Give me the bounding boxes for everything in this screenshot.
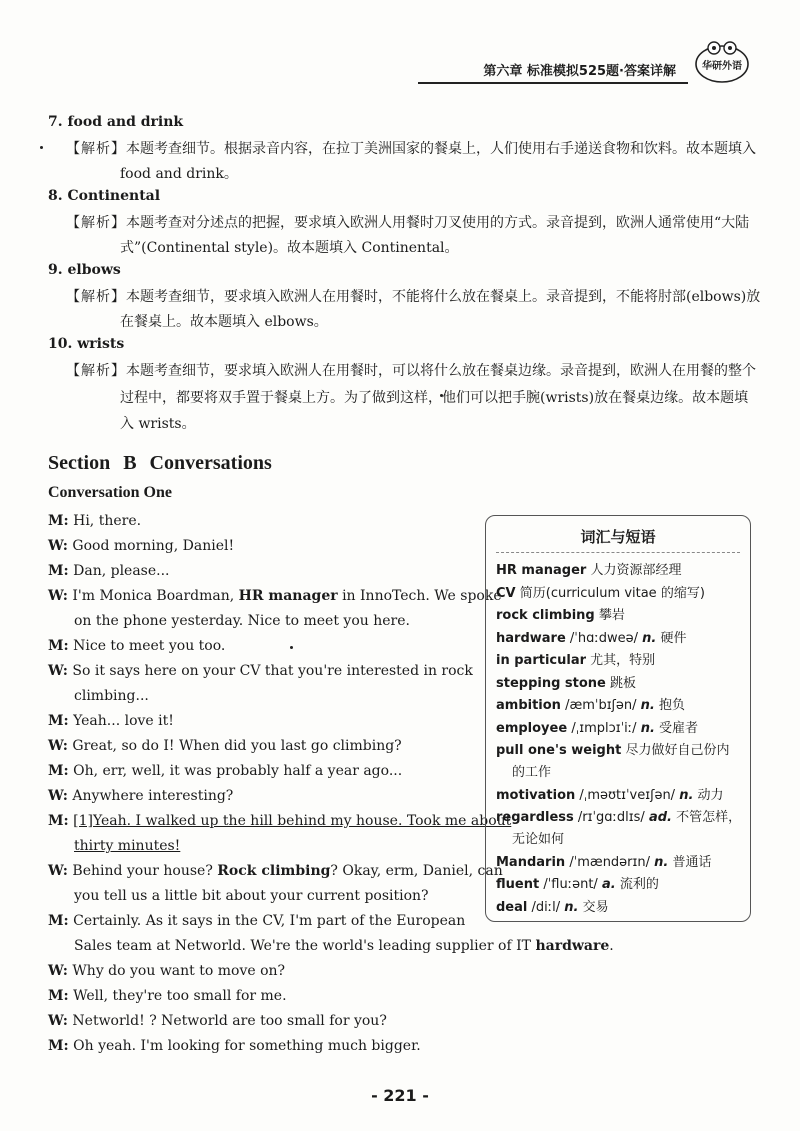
vocab-item: stepping stone 跳板 [496,676,637,691]
dialogue-continuation: Sales team at Networld. We're the world's leading supplier of IT hardware. [74,938,614,954]
dialogue-line: W: I'm Monica Boardman, HR manager in InnoTech. We spoke [48,588,502,604]
svg-text:华研外语: 华研外语 [702,61,742,72]
chapter-title: 第六章 标准模拟525题·答案详解 [483,64,676,79]
vocab-item: in particular 尤其，特别 [496,653,656,668]
answer-number: 9. elbows [48,262,121,278]
speaker: M: [48,513,69,529]
analysis-line: 【解析】本题考查细节，要求填入欧洲人在用餐时，可以将什么放在餐桌边缘。录音提到，欧洲人在用餐的整个 [66,363,756,379]
speaker: W: [48,588,68,604]
analysis-line: 过程中，都要将双手置于餐桌上方。为了做到这样，他们可以把手腕(wrists)放在餐桌边缘。故本题填 [120,390,749,406]
answer-number: 7. food and drink [48,114,184,130]
speaker: W: [48,863,68,879]
vocab-item: hardware /ˈhɑːdweə/ n. 硬件 [496,631,687,646]
dialogue-line: M: Hi, there. [48,513,142,529]
speaker: W: [48,1013,68,1029]
vocab-item: rock climbing 攀岩 [496,608,625,623]
speaker: W: [48,538,68,554]
conversation-title: Conversation One [48,484,172,501]
vocab-item: pull one's weight 尽力做好自己份内 [496,743,730,758]
speaker: M: [48,813,69,829]
dialogue-line: M: Well, they're too small for me. [48,988,287,1004]
speaker: M: [48,563,69,579]
vocab-item: HR manager 人力资源部经理 [496,563,682,578]
speaker: M: [48,638,69,654]
dialogue-line: M: Yeah... love it! [48,713,174,729]
dialogue-continuation: thirty minutes! [74,838,181,854]
analysis-line: 入 wrists。 [120,416,196,432]
vocabulary-title: 词汇与短语 [580,528,656,546]
dialogue-line: M: Oh yeah. I'm looking for something much bigger. [48,1038,421,1054]
dialogue-continuation: you tell us a little bit about your current position? [74,888,429,904]
vocab-item: regardless /rɪˈgɑːdlɪs/ ad. 不管怎样， [496,810,742,825]
analysis-line: 在餐桌上。故本题填入 elbows。 [120,314,328,330]
vocab-item-continuation: 的工作 [512,765,552,780]
speaker: W: [48,963,68,979]
underlined-answer: [1]Yeah. I walked up the hill behind my house. Took me about [73,813,512,829]
dialogue-line: W: Why do you want to move on? [48,963,286,979]
dialogue-line [48,813,511,829]
section-title: Section B Conversations [48,452,272,474]
analysis-line: food and drink。 [120,166,238,182]
vocabulary-box [485,515,751,922]
vocab-item: Mandarin /ˈmændərɪn/ n. 普通话 [496,855,712,870]
dialogue-continuation: climbing... [74,688,149,704]
dialogue-line: M: Certainly. As it says in the CV, I'm part of the European [48,913,466,929]
analysis-line: 【解析】本题考查细节。根据录音内容，在拉丁美洲国家的餐桌上，人们使用右手递送食物和饮料。故本题填入 [66,141,756,157]
analysis-tag: 【解析】 [66,289,126,305]
dialogue-line: M: Dan, please... [48,563,170,579]
answer-number: 8. Continental [48,188,161,204]
vocab-item: employee /ˌɪmplɔɪˈiː/ n. 受雇者 [496,721,699,736]
dialogue-line: W: Good morning, Daniel! [48,538,235,554]
analysis-tag: 【解析】 [66,215,126,231]
dialogue-line: W: Networld! ? Networld are too small for you? [48,1013,387,1029]
divider [496,552,740,553]
vocab-item: fluent /ˈfluːənt/ a. 流利的 [496,877,659,892]
analysis-line: 【解析】本题考查对分述点的把握，要求填入欧洲人用餐时刀叉使用的方式。录音提到，欧洲人通常使用“大陆 [66,215,750,231]
vocab-item: ambition /æmˈbɪʃən/ n. 抱负 [496,698,686,713]
speaker: W: [48,788,68,804]
analysis-line: 【解析】本题考查细节，要求填入欧洲人在用餐时，不能将什么放在餐桌上。录音提到，不能将肘部(elbows)放 [66,289,761,305]
speaker: M: [48,713,69,729]
analysis-tag: 【解析】 [66,141,126,157]
dialogue-line: M: Oh, err, well, it was probably half a year ago... [48,763,403,779]
dialogue-line: W: Anywhere interesting? [48,788,234,804]
analysis-tag: 【解析】 [66,363,126,379]
vocab-item: CV 简历(curriculum vitae 的缩写) [496,586,705,601]
dialogue-line: W: So it says here on your CV that you're interested in rock [48,663,473,679]
page-number: - 221 - [371,1086,429,1105]
speaker: M: [48,988,69,1004]
header-rule [418,82,688,84]
dialogue-line: W: Great, so do I! When did you last go climbing? [48,738,402,754]
speaker: W: [48,663,68,679]
speaker: M: [48,763,69,779]
running-header [418,44,740,84]
answer-number: 10. wrists [48,336,125,352]
vocab-item: deal /diːl/ n. 交易 [496,900,609,915]
dialogue-continuation: on the phone yesterday. Nice to meet you here. [74,613,410,629]
speaker: M: [48,913,69,929]
dialogue-line: W: Behind your house? Rock climbing? Okay, erm, Daniel, can [48,863,503,879]
vocab-item-continuation: 无论如何 [512,832,565,847]
frog-logo-icon [692,36,752,86]
margin-dot [40,146,43,149]
vocab-item: motivation /ˌməʊtɪˈveɪʃən/ n. 动力 [496,788,724,803]
speaker: W: [48,738,68,754]
dialogue-line: M: Nice to meet you too. [48,638,226,654]
analysis-line: 式”(Continental style)。故本题填入 Continental。 [120,240,459,256]
speaker: M: [48,1038,69,1054]
margin-dot [290,646,293,649]
